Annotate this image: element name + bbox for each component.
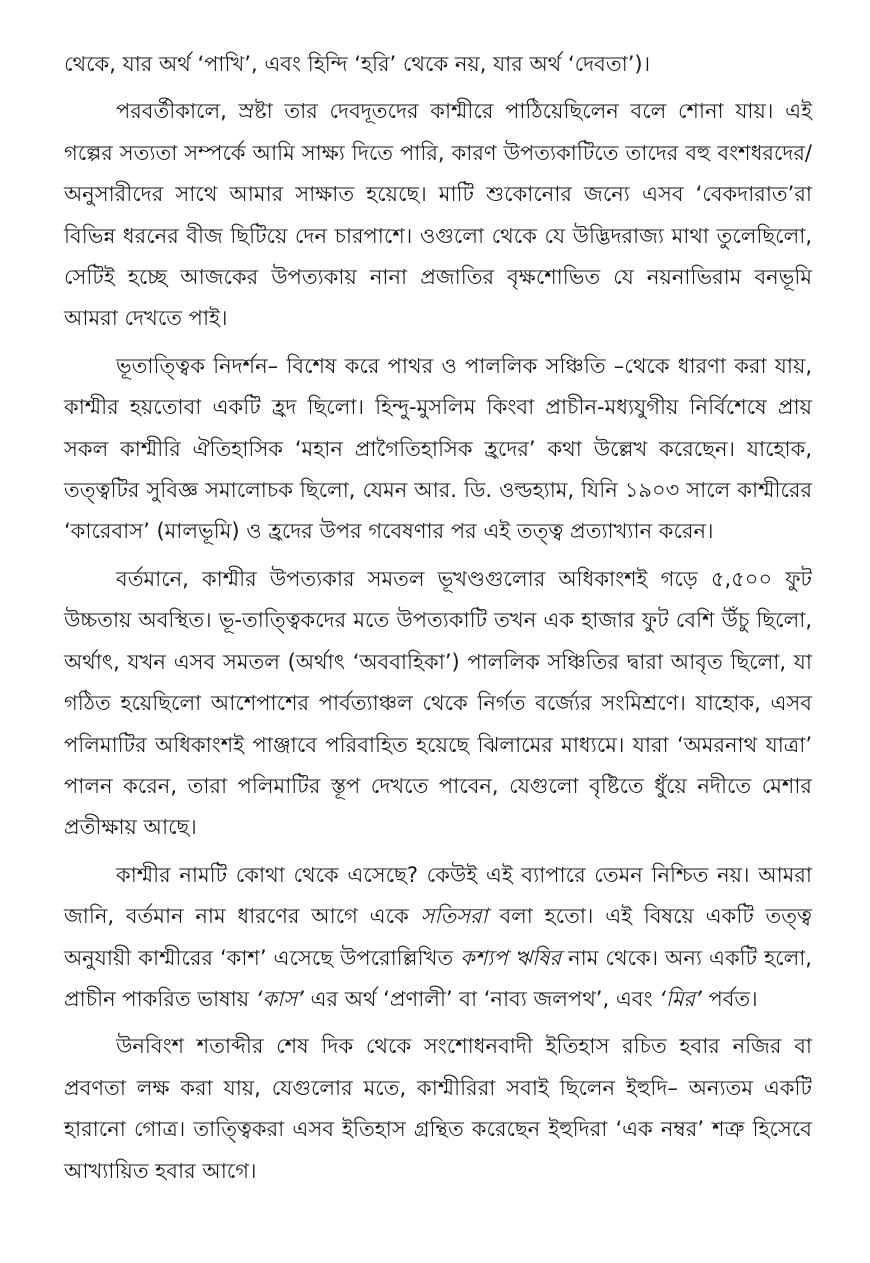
italic-term: ‘মির’ xyxy=(659,986,702,1011)
italic-term: সতিসরা xyxy=(420,904,488,929)
text-run: কাশ্মীর নামটি কোথা থেকে এসেছে? কেউই এই ব্যাপারে তেমন নিশ্চিত নয়। আমরা জানি, বর্তমান নাম ধারণের আগে একে xyxy=(64,862,812,929)
paragraph-revisionist-history xyxy=(64,1026,812,1192)
text-run: পরবর্তীকালে, স্রষ্টা তার দেবদূতদের কাশ্মীরে পাঠিয়েছিলেন বলে শোনা যায়। এই গল্পের সত্যতা সম্পর্কে আমি সাক্ষ্য দিতে পারি, কারণ উপত্যকাটিতে তাদের বহু বংশধরদের/অনুসারীদের সাথে আমার সাক্ষাত হয়েছে। মাটি শুকোনোর জন্যে এসব ‘বেকদারাত’রা বিভিন্ন ধরনের বীজ ছিটিয়ে দেন চারপাশে। ওগুলো থেকে যে উদ্ভিদরাজ্য মাথা তুলেছিলো, সেটিই হচ্ছে আজকের উপত্যকায় নানা প্রজাতির বৃক্ষশোভিত যে নয়নাভিরাম বনভূমি আমরা দেখতে পাই। xyxy=(64,99,812,331)
paragraph-continuation xyxy=(64,44,812,85)
text-run: নাম থেকে। অন্য একটি হলো, প্রাচীন পাকরিত ভাষায় xyxy=(64,945,812,1011)
paragraph-geological-lake xyxy=(64,346,812,553)
text-run: পর্বত। xyxy=(701,986,758,1011)
text-run: এর অর্থ ‘প্রণালী’ বা ‘নাব্য জলপথ’, এবং xyxy=(303,986,660,1011)
text-run: উনবিংশ শতাব্দীর শেষ দিক থেকে সংশোধনবাদী ইতিহাস রচিত হবার নজির বা প্রবণতা লক্ষ করা যায়, যেগুলোর মতে, কাশ্মীরিরা সবাই ছিলেন ইহুদি– অন্যতম একটি হারানো গোত্র। তাত্ত্বিকরা এসব ইতিহাস গ্রন্থিত করেছেন ইহুদিরা ‘এক নম্বর’ শত্রু হিসেবে আখ্যায়িত হবার আগে। xyxy=(64,1034,812,1183)
text-run: বলা হতো। এই বিষয়ে একটি তত্ত্ব অনুযায়ী কাশ্মীরের ‘কাশ’ এসেছে উপরোল্লিখিত xyxy=(64,904,812,970)
paragraph-name-origin xyxy=(64,855,812,1021)
italic-term: ‘কাস’ xyxy=(255,986,304,1011)
paragraph-angels-legend xyxy=(64,91,812,339)
text-run: থেকে, যার অর্থ ‘পাখি’, এবং হিন্দি ‘হরি’ থেকে নয়, যার অর্থ ‘দেবতা’)। xyxy=(64,52,651,76)
text-run: বর্তমানে, কাশ্মীর উপত্যকার সমতল ভূখণ্ডগুলোর অধিকাংশই গড়ে ৫,৫০০ ফুট উচ্চতায় অবস্থিত। ভূ-তাত্ত্বিকদের মতে উপত্যকাটি তখন এক হাজার ফুট বেশি উঁচু ছিলো, অর্থাৎ, যখন এসব সমতল (অর্থাৎ ‘অববাহিকা’) পাললিক সঞ্চিতির দ্বারা আবৃত ছিলো, যা গঠিত হয়েছিলো আশেপাশের পার্বত্যাঞ্চল থেকে নির্গত বর্জ্যের সংমিশ্রণে। যাহোক, এসব পলিমাটির অধিকাংশই পাঞ্জাবে পরিবাহিত হয়েছে ঝিলামের মাধ্যমে। যারা ‘অমরনাথ যাত্রা’ পালন করেন, তারা পলিমাটির স্তূপ দেখতে পাবেন, যেগুলো বৃষ্টিতে ধুঁয়ে নদীতে মেশার প্রতীক্ষায় আছে। xyxy=(64,566,812,840)
text-run: ভূতাত্ত্বিক নিদর্শন– বিশেষ করে পাথর ও পাললিক সঞ্চিতি –থেকে ধারণা করা যায়, কাশ্মীর হয়তোবা একটি হ্রদ ছিলো। হিন্দু-মুসলিম কিংবা প্রাচীন-মধ্যযুগীয় নির্বিশেষে প্রায় সকল কাশ্মীরি ঐতিহাসিক ‘মহান প্রাগৈতিহাসিক হ্রদের’ কথা উল্লেখ করেছেন। যাহোক, তত্ত্বটির সুবিজ্ঞ সমালোচক ছিলো, যেমন আর. ডি. ওল্ডহ্যাম, যিনি ১৯০৩ সালে কাশ্মীরের ‘কারেবাস’ (মালভূমি) ও হ্রদের উপর গবেষণার পর এই তত্ত্ব প্রত্যাখ্যান করেন। xyxy=(64,353,812,544)
paragraph-valley-elevation xyxy=(64,559,812,849)
italic-term: কশ্যপ ঋষির xyxy=(460,945,562,970)
